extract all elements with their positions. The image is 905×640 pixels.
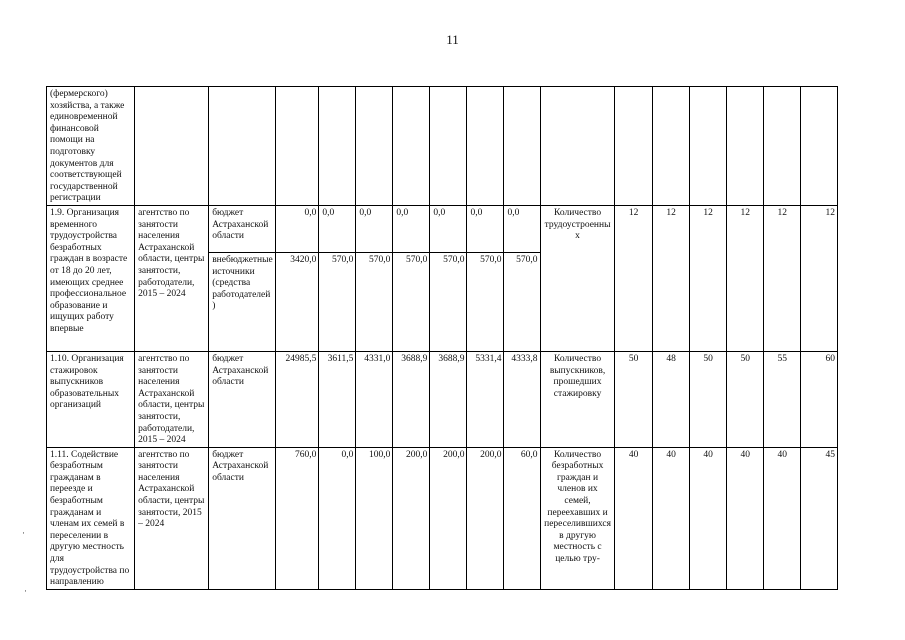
value-cell: 760,0: [276, 447, 319, 589]
target-cell: 50: [614, 351, 652, 447]
value-cell: 0,0: [430, 205, 467, 252]
value-cell: 0,0: [356, 205, 393, 252]
source-cell: бюджет Астраханской области: [209, 205, 276, 252]
value-cell: [504, 87, 540, 206]
measure-name-cell: (фермерского) хозяйства, а также единовременной финансовой помощи на подготовку документов для соответствующей государственной регистрации: [47, 87, 135, 206]
value-cell: 4331,0: [356, 351, 393, 447]
indicator-cell: Количество безработных граждан и членов их семей, переехавших и переселившихся в другую местность с целью тру-: [540, 447, 614, 589]
target-cell: 40: [652, 447, 689, 589]
target-cell: 40: [763, 447, 800, 589]
value-cell: 3688,9: [393, 351, 430, 447]
target-cell: 40: [614, 447, 652, 589]
value-cell: 60,0: [504, 447, 540, 589]
value-cell: 570,0: [467, 252, 504, 351]
table-row: [47, 447, 838, 589]
value-cell: 200,0: [393, 447, 430, 589]
target-cell: 60: [800, 351, 837, 447]
target-cell: 40: [726, 447, 763, 589]
value-cell: 570,0: [393, 252, 430, 351]
value-cell: [319, 87, 356, 206]
measure-name-cell: 1.10. Организация стажировок выпускников образовательных организаций: [47, 351, 135, 447]
table-row: [47, 87, 838, 206]
source-cell: внебюджетные источники (средства работодателей): [209, 252, 276, 351]
executor-cell: агентство по занятости населения Астраханской области, центры занятости, работодатели, 2015 – 2024: [135, 351, 209, 447]
indicator-cell: [540, 87, 614, 206]
value-cell: [393, 87, 430, 206]
value-cell: 0,0: [319, 447, 356, 589]
value-cell: [356, 87, 393, 206]
measure-name-cell: 1.9. Организация временного трудоустройства безработных граждан в возрасте от 18 до 20 лет, имеющих среднее профессиональное образование и ищущих работу впервые: [47, 205, 135, 351]
target-cell: [652, 87, 689, 206]
target-cell: [726, 87, 763, 206]
value-cell: [430, 87, 467, 206]
target-cell: 55: [763, 351, 800, 447]
target-cell: [614, 87, 652, 206]
value-cell: 3611,5: [319, 351, 356, 447]
target-cell: 50: [726, 351, 763, 447]
target-cell: 12: [726, 205, 763, 351]
table-row: [47, 205, 838, 252]
source-cell: [209, 87, 276, 206]
program-table: [46, 86, 838, 590]
target-cell: 45: [800, 447, 837, 589]
target-cell: [689, 87, 726, 206]
value-cell: 5331,4: [467, 351, 504, 447]
value-cell: 570,0: [319, 252, 356, 351]
scan-speck: ·: [24, 586, 27, 596]
source-cell: бюджет Астраханской области: [209, 447, 276, 589]
value-cell: 0,0: [319, 205, 356, 252]
target-cell: 12: [800, 205, 837, 351]
indicator-cell: Количество трудоустроенных: [540, 205, 614, 351]
target-cell: 12: [763, 205, 800, 351]
table-row: [47, 351, 838, 447]
executor-cell: агентство по занятости населения Астраханской области, центры занятости, работодатели, 2015 – 2024: [135, 205, 209, 351]
target-cell: [763, 87, 800, 206]
indicator-cell: Количество выпускников, прошедших стажировку: [540, 351, 614, 447]
value-cell: 200,0: [430, 447, 467, 589]
value-cell: 24985,5: [276, 351, 319, 447]
value-cell: [467, 87, 504, 206]
page-number: 11: [446, 32, 459, 47]
executor-cell: агентство по занятости населения Астраханской области, центры занятости, 2015 – 2024: [135, 447, 209, 589]
source-cell: бюджет Астраханской области: [209, 351, 276, 447]
value-cell: 200,0: [467, 447, 504, 589]
measure-name-cell: 1.11. Содействие безработным гражданам в переезде и безработным гражданам и членам их семей в переселении в другую местность для трудоустройства по направлению: [47, 447, 135, 589]
value-cell: 3420,0: [276, 252, 319, 351]
value-cell: 100,0: [356, 447, 393, 589]
target-cell: 48: [652, 351, 689, 447]
target-cell: [800, 87, 837, 206]
value-cell: 0,0: [393, 205, 430, 252]
executor-cell: [135, 87, 209, 206]
scan-speck: ·: [22, 528, 25, 538]
target-cell: 12: [614, 205, 652, 351]
value-cell: 570,0: [430, 252, 467, 351]
target-cell: 12: [689, 205, 726, 351]
value-cell: 0,0: [276, 205, 319, 252]
target-cell: 12: [652, 205, 689, 351]
value-cell: 570,0: [504, 252, 540, 351]
target-cell: 40: [689, 447, 726, 589]
value-cell: 3688,9: [430, 351, 467, 447]
value-cell: 4333,8: [504, 351, 540, 447]
value-cell: 0,0: [504, 205, 540, 252]
value-cell: 570,0: [356, 252, 393, 351]
target-cell: 50: [689, 351, 726, 447]
value-cell: 0,0: [467, 205, 504, 252]
value-cell: [276, 87, 319, 206]
